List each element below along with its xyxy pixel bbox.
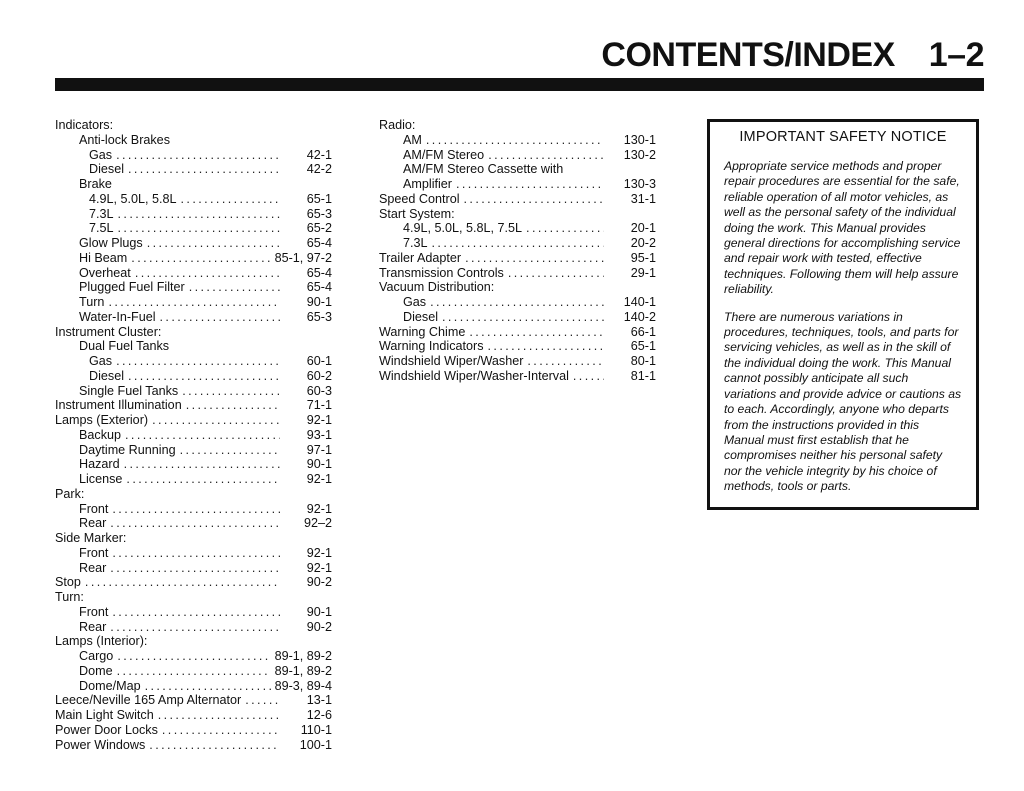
index-entry (55, 413, 332, 428)
index-entry-page: 92–2 (303, 516, 332, 531)
index-entry-label: Vacuum Distribution: (379, 280, 495, 295)
dot-leader (158, 708, 280, 723)
index-entry (55, 723, 332, 738)
index-entry (379, 280, 656, 295)
index-entry-label: Side Marker: (55, 531, 127, 545)
index-entry (55, 354, 332, 369)
dot-leader (526, 221, 604, 236)
dot-leader (125, 428, 280, 443)
index-entry-label: Cargo (79, 649, 114, 663)
index-entry (55, 221, 332, 236)
index-entry (55, 310, 332, 325)
dot-leader (110, 620, 280, 635)
index-entry-label: Anti-lock Brakes (79, 132, 170, 147)
index-entry-page: 65-4 (306, 280, 332, 295)
index-entry-label: Gas (89, 147, 113, 162)
index-entry-label: Diesel (403, 309, 438, 324)
index-entry (55, 280, 332, 295)
dot-leader (527, 354, 604, 369)
index-entry-page: 20-1 (630, 221, 656, 236)
index-entry-page: 110-1 (300, 722, 332, 737)
index-entry-label: Dome (79, 663, 113, 678)
index-entry-label: License (79, 472, 123, 486)
index-entry-label: 7.3L (89, 206, 114, 221)
index-entry-label: Instrument Illumination (55, 398, 182, 413)
dot-leader (180, 443, 280, 458)
index-entry-page: 65-4 (306, 236, 332, 250)
index-entry-label: Single Fuel Tanks (79, 383, 179, 398)
index-entry-page: 60-2 (306, 368, 332, 383)
page-title: CONTENTS/INDEX (601, 36, 895, 74)
index-entry-page: 29-1 (630, 265, 656, 280)
index-entry-label: 7.5L (89, 221, 114, 236)
index-entry-label: 4.9L, 5.0L, 5.8L, 7.5L (403, 221, 523, 236)
dot-leader (488, 148, 604, 163)
dot-leader (116, 148, 280, 163)
safety-notice-box (707, 119, 979, 510)
index-entry (379, 207, 656, 222)
index-entry-page: 140-2 (623, 309, 656, 324)
index-entry (55, 398, 332, 413)
index-entry-page: 90-1 (306, 604, 332, 619)
index-entry-page: 20-2 (630, 236, 656, 250)
index-entry-page: 89-1, 89-2 (274, 663, 332, 678)
index-column-middle (379, 118, 656, 384)
header-rule (55, 78, 984, 91)
index-entry-page: 42-2 (306, 162, 332, 177)
index-entry-label: Lamps (Exterior) (55, 413, 149, 427)
index-entry-label: 7.3L (403, 236, 428, 250)
dot-leader (110, 561, 280, 576)
index-entry (379, 148, 656, 163)
index-entry-page: 81-1 (630, 368, 656, 383)
dot-leader (145, 679, 271, 694)
dot-leader (430, 295, 604, 310)
index-entry (379, 310, 656, 325)
index-entry-label: Overheat (79, 265, 131, 280)
index-entry-label: Dome/Map (79, 678, 141, 693)
index-entry (55, 133, 332, 148)
index-entry (55, 443, 332, 458)
dot-leader (181, 192, 280, 207)
index-entry-page: 130-2 (623, 147, 656, 162)
index-column-left (55, 118, 332, 752)
index-entry-label: Start System: (379, 206, 455, 221)
index-entry-label: Hi Beam (79, 250, 128, 265)
index-entry-label: Lamps (Interior): (55, 634, 148, 649)
index-entry (55, 634, 332, 649)
dot-leader (162, 723, 280, 738)
dot-leader (189, 280, 280, 295)
dot-leader (112, 502, 280, 517)
index-entry-page: 90-1 (306, 457, 332, 472)
page-header (601, 36, 984, 75)
index-entry (55, 192, 332, 207)
dot-leader (456, 177, 604, 192)
index-entry (55, 457, 332, 472)
index-entry (379, 236, 656, 251)
index-entry-page: 42-1 (306, 147, 332, 162)
index-entry (55, 295, 332, 310)
index-entry-page: 65-3 (306, 206, 332, 221)
index-entry (55, 708, 332, 723)
index-entry (379, 177, 656, 192)
index-entry-label: Plugged Fuel Filter (79, 280, 185, 295)
index-entry-page: 90-1 (306, 295, 332, 309)
index-entry-label: Warning Indicators (379, 339, 484, 354)
dot-leader (112, 605, 280, 620)
index-entry (379, 369, 656, 384)
index-entry-page: 90-2 (306, 575, 332, 590)
index-entry-label: Diesel (89, 162, 124, 177)
index-entry (379, 266, 656, 281)
index-entry-label: Trailer Adapter (379, 250, 462, 265)
index-entry-label: AM/FM Stereo Cassette with (403, 162, 564, 177)
index-entry-page: 80-1 (630, 354, 656, 368)
dot-leader (118, 207, 280, 222)
index-entry (55, 325, 332, 340)
index-entry-page: 85-1, 97-2 (274, 250, 332, 265)
dot-leader (152, 413, 280, 428)
index-entry (55, 148, 332, 163)
index-entry-page: 60-3 (306, 383, 332, 398)
index-entry (55, 339, 332, 354)
index-entry (379, 118, 656, 133)
index-entry-label: Warning Chime (379, 324, 466, 339)
index-entry-page: 130-1 (623, 132, 656, 147)
index-entry-page: 31-1 (630, 191, 656, 206)
index-entry-page: 65-1 (306, 191, 332, 206)
dot-leader (147, 236, 280, 251)
index-entry-page: 92-1 (306, 560, 332, 575)
index-entry (55, 177, 332, 192)
index-entry (379, 295, 656, 310)
index-entry-page: 140-1 (623, 295, 656, 309)
index-entry-page: 92-1 (306, 413, 332, 427)
index-entry-page: 89-3, 89-4 (274, 678, 332, 693)
dot-leader (245, 693, 280, 708)
index-entry-label: Instrument Cluster: (55, 324, 162, 339)
dot-leader (508, 266, 604, 281)
dot-leader (182, 384, 280, 399)
index-entry-page: 66-1 (630, 324, 656, 339)
index-entry-page: 60-1 (306, 354, 332, 368)
index-entry (379, 339, 656, 354)
index-entry-label: Daytime Running (79, 442, 176, 457)
index-entry (379, 251, 656, 266)
index-entry (55, 369, 332, 384)
index-entry-page: 65-4 (306, 265, 332, 280)
index-entry-label: Gas (89, 354, 113, 368)
index-entry-label: Windshield Wiper/Washer-Interval (379, 368, 569, 383)
index-entry-label: Stop (55, 575, 81, 590)
dot-leader (110, 516, 280, 531)
index-entry (55, 118, 332, 133)
dot-leader (131, 251, 270, 266)
index-entry-label: Rear (79, 560, 107, 575)
index-entry (55, 251, 332, 266)
index-entry (379, 325, 656, 340)
safety-notice-paragraph-1: Appropriate service methods and proper repair procedures are essential for the safe, reliable operation of all motor vehicles, as well as the personal safety of the individual doing the work. This Manual provides general directions for accomplishing service and repair work with tested, effective techniques. Following them will help assure reliability. (724, 159, 961, 297)
index-entry-label: Hazard (79, 457, 120, 472)
index-entry-label: Transmission Controls (379, 265, 504, 280)
dot-leader (116, 354, 280, 369)
index-entry (55, 487, 332, 502)
index-entry (55, 207, 332, 222)
index-entry-page: 100-1 (299, 737, 332, 752)
index-entry-page: 65-1 (630, 339, 656, 354)
index-entry-page: 130-3 (623, 177, 656, 191)
index-entry (55, 738, 332, 753)
index-entry-label: Rear (79, 516, 107, 531)
dot-leader (128, 162, 280, 177)
index-entry-page: 97-1 (306, 442, 332, 457)
index-entry-label: Leece/Neville 165 Amp Alternator (55, 693, 242, 708)
index-entry (55, 162, 332, 177)
index-entry-label: Power Windows (55, 737, 146, 752)
index-entry-label: Amplifier (403, 177, 452, 191)
dot-leader (124, 457, 280, 472)
index-entry-label: Main Light Switch (55, 708, 154, 722)
index-entry (55, 516, 332, 531)
index-entry-label: Speed Control (379, 191, 460, 206)
dot-leader (112, 546, 280, 561)
page-number: 1–2 (928, 36, 984, 74)
index-entry-page: 13-1 (306, 693, 332, 708)
index-entry (379, 133, 656, 148)
index-entry (55, 428, 332, 443)
index-entry-page: 65-3 (306, 309, 332, 324)
index-entry-label: Brake (79, 177, 112, 191)
index-entry-page: 89-1, 89-2 (274, 649, 332, 663)
index-entry (55, 561, 332, 576)
dot-leader (464, 192, 604, 207)
index-entry-label: AM/FM Stereo (403, 147, 485, 162)
index-entry-page: 92-1 (306, 545, 332, 560)
index-entry (55, 546, 332, 561)
index-entry (55, 664, 332, 679)
index-entry (55, 649, 332, 664)
index-entry (55, 605, 332, 620)
index-entry-label: Glow Plugs (79, 236, 143, 250)
index-entry-label: AM (403, 132, 422, 147)
index-entry (55, 590, 332, 605)
index-entry-label: 4.9L, 5.0L, 5.8L (89, 191, 177, 206)
index-entry-label: Turn: (55, 590, 84, 604)
dot-leader (126, 472, 280, 487)
dot-leader (488, 339, 604, 354)
dot-leader (135, 266, 280, 281)
dot-leader (442, 310, 604, 325)
dot-leader (573, 369, 604, 384)
index-entry-label: Windshield Wiper/Washer (379, 354, 524, 368)
index-entry-page: 92-1 (306, 472, 332, 486)
index-entry-label: Front (79, 604, 109, 619)
dot-leader (108, 295, 280, 310)
index-entry (55, 502, 332, 517)
dot-leader (118, 221, 280, 236)
index-entry (55, 679, 332, 694)
index-entry-label: Gas (403, 295, 427, 309)
dot-leader (160, 310, 280, 325)
index-entry-label: Indicators: (55, 118, 114, 132)
index-entry (55, 575, 332, 590)
dot-leader (85, 575, 280, 590)
index-entry-label: Front (79, 501, 109, 516)
dot-leader (149, 738, 280, 753)
dot-leader (465, 251, 604, 266)
dot-leader (432, 236, 604, 251)
dot-leader (117, 664, 271, 679)
safety-notice-title: IMPORTANT SAFETY NOTICE (739, 129, 947, 145)
dot-leader (128, 369, 280, 384)
dot-leader (426, 133, 604, 148)
safety-notice-paragraph-2: There are numerous variations in procedures, techniques, tools, and parts for servicing vehicles, as well as in the skill of the individual doing the work. This Manual cannot possibly anticipate all such variations and provide advice or cautions as to each. Accordingly, anyone who departs from the instructions provided in this Manual must first establish that he compromises neither his personal safety nor the vehicle integrity by his choice of methods, tools or parts. (724, 309, 962, 494)
index-entry-label: Rear (79, 619, 107, 634)
index-entry-label: Diesel (89, 368, 124, 383)
index-entry-page: 90-2 (306, 619, 332, 634)
index-entry (55, 531, 332, 546)
index-entry-label: Park: (55, 486, 85, 501)
dot-leader (117, 649, 270, 664)
index-entry-page: 95-1 (630, 250, 656, 265)
index-entry (55, 620, 332, 635)
index-entry (55, 266, 332, 281)
index-entry (379, 221, 656, 236)
dot-leader (186, 398, 280, 413)
index-entry (379, 192, 656, 207)
index-entry (55, 693, 332, 708)
index-entry-label: Radio: (379, 118, 416, 132)
index-entry-label: Turn (79, 295, 105, 309)
index-entry (379, 162, 656, 177)
index-entry-label: Backup (79, 427, 122, 442)
index-entry-label: Dual Fuel Tanks (79, 339, 170, 354)
index-entry-page: 93-1 (306, 427, 332, 442)
index-entry-label: Water-In-Fuel (79, 309, 156, 324)
index-entry (55, 472, 332, 487)
index-entry-page: 12-6 (306, 708, 332, 722)
index-entry (55, 236, 332, 251)
index-entry-page: 92-1 (306, 501, 332, 516)
index-entry-label: Power Door Locks (55, 722, 158, 737)
index-entry-page: 65-2 (306, 221, 332, 236)
index-entry (55, 384, 332, 399)
index-entry (379, 354, 656, 369)
index-entry-page: 71-1 (306, 398, 332, 413)
dot-leader (469, 325, 604, 340)
index-entry-label: Front (79, 545, 109, 560)
